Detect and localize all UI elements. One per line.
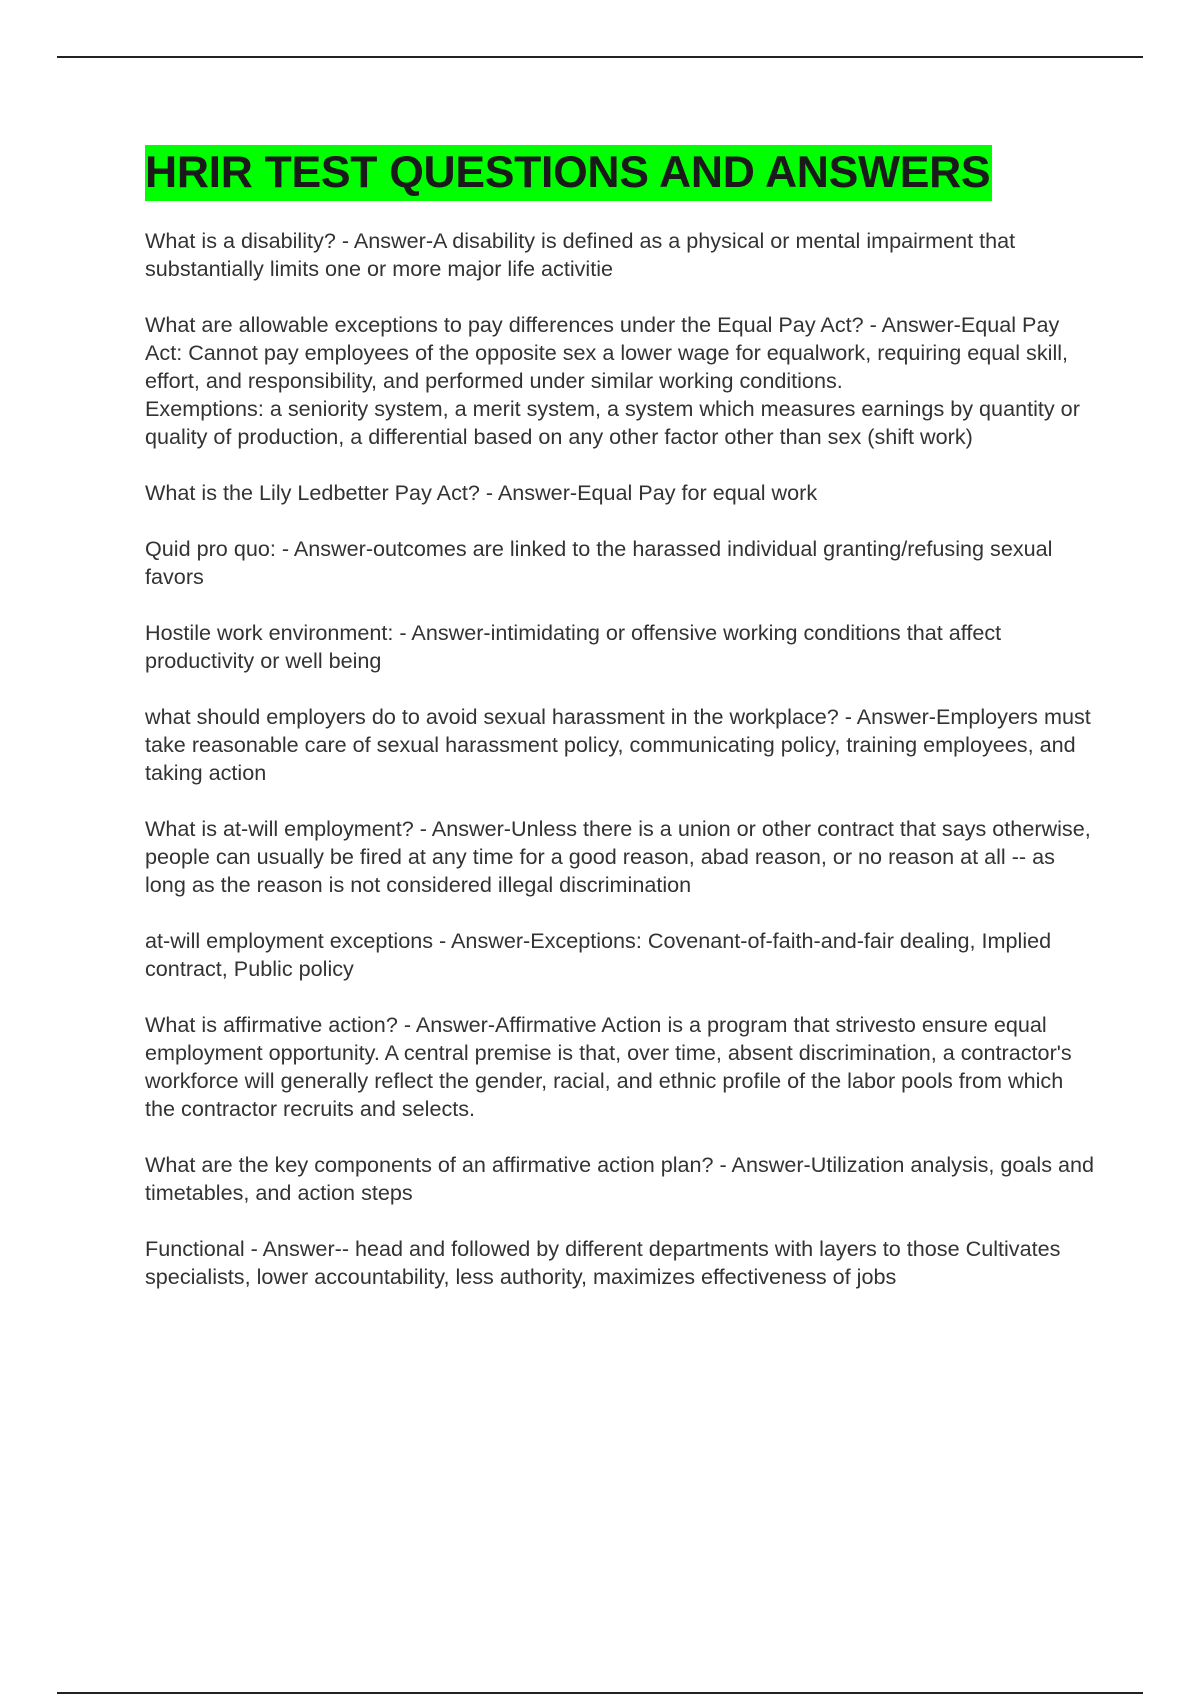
- qa-entry: [145, 311, 1095, 451]
- qa-text: what should employers do to avoid sexual harassment in the workplace? - Answer-Employers must take reasonable care of sexual harassment policy, communicating policy, training employees, and taking action: [145, 704, 1091, 785]
- qa-text: What are the key components of an affirmative action plan? - Answer-Utilization analysis, goals and timetables, and action steps: [145, 1152, 1095, 1205]
- document-body: [145, 145, 1095, 1319]
- qa-text: Hostile work environment: - Answer-intimidating or offensive working conditions that affect productivity or well being: [145, 620, 1002, 673]
- qa-entry: [145, 927, 1095, 983]
- qa-text: Functional - Answer-- head and followed by different departments with layers to those Cultivates specialists, lower accountability, less authority, maximizes effectiveness of jobs: [145, 1236, 1061, 1289]
- qa-text: at-will employment exceptions - Answer-Exceptions: Covenant-of-faith-and-fair dealing, Implied contract, Public policy: [145, 928, 1052, 981]
- qa-entry: [145, 619, 1095, 675]
- qa-entry: [145, 815, 1095, 899]
- qa-entry: [145, 479, 1095, 507]
- qa-entry: [145, 703, 1095, 787]
- qa-entry: [145, 227, 1095, 283]
- qa-text: What is the Lily Ledbetter Pay Act? - Answer-Equal Pay for equal work: [145, 480, 818, 505]
- qa-entry: [145, 1151, 1095, 1207]
- top-divider: [57, 56, 1143, 58]
- qa-text: Exemptions: a seniority system, a merit system, a system which measures earnings by quantity or quality of production, a differential based on any other factor other than sex (shift work): [145, 396, 1080, 449]
- qa-text: Quid pro quo: - Answer-outcomes are linked to the harassed individual granting/refusing sexual favors: [145, 536, 1053, 589]
- qa-entry: [145, 1011, 1095, 1123]
- qa-text: What is affirmative action? - Answer-Affirmative Action is a program that strivesto ensure equal employment opportunity. A central premise is that, over time, absent discrimination, a contractor's workforce will generally reflect the gender, racial, and ethnic profile of the labor pools from which the contractor recruits and selects.: [145, 1012, 1072, 1121]
- qa-text: What are allowable exceptions to pay differences under the Equal Pay Act? - Answer-Equal Pay Act: Cannot pay employees of the opposite sex a lower wage for equalwork, requiring equal skill, effort, and responsibility, and performed under similar working conditions.: [145, 312, 1069, 393]
- qa-entry: [145, 1235, 1095, 1291]
- qa-text: What is a disability? - Answer-A disability is defined as a physical or mental impairment that substantially limits one or more major life activitie: [145, 228, 1016, 281]
- document-title: HRIR TEST QUESTIONS AND ANSWERS: [145, 145, 992, 201]
- qa-entry: [145, 535, 1095, 591]
- bottom-divider: [57, 1692, 1143, 1694]
- title-block: [145, 145, 1095, 201]
- qa-text: What is at-will employment? - Answer-Unless there is a union or other contract that says otherwise, people can usually be fired at any time for a good reason, abad reason, or no reason at all -- as long as the reason is not considered illegal discrimination: [145, 816, 1091, 897]
